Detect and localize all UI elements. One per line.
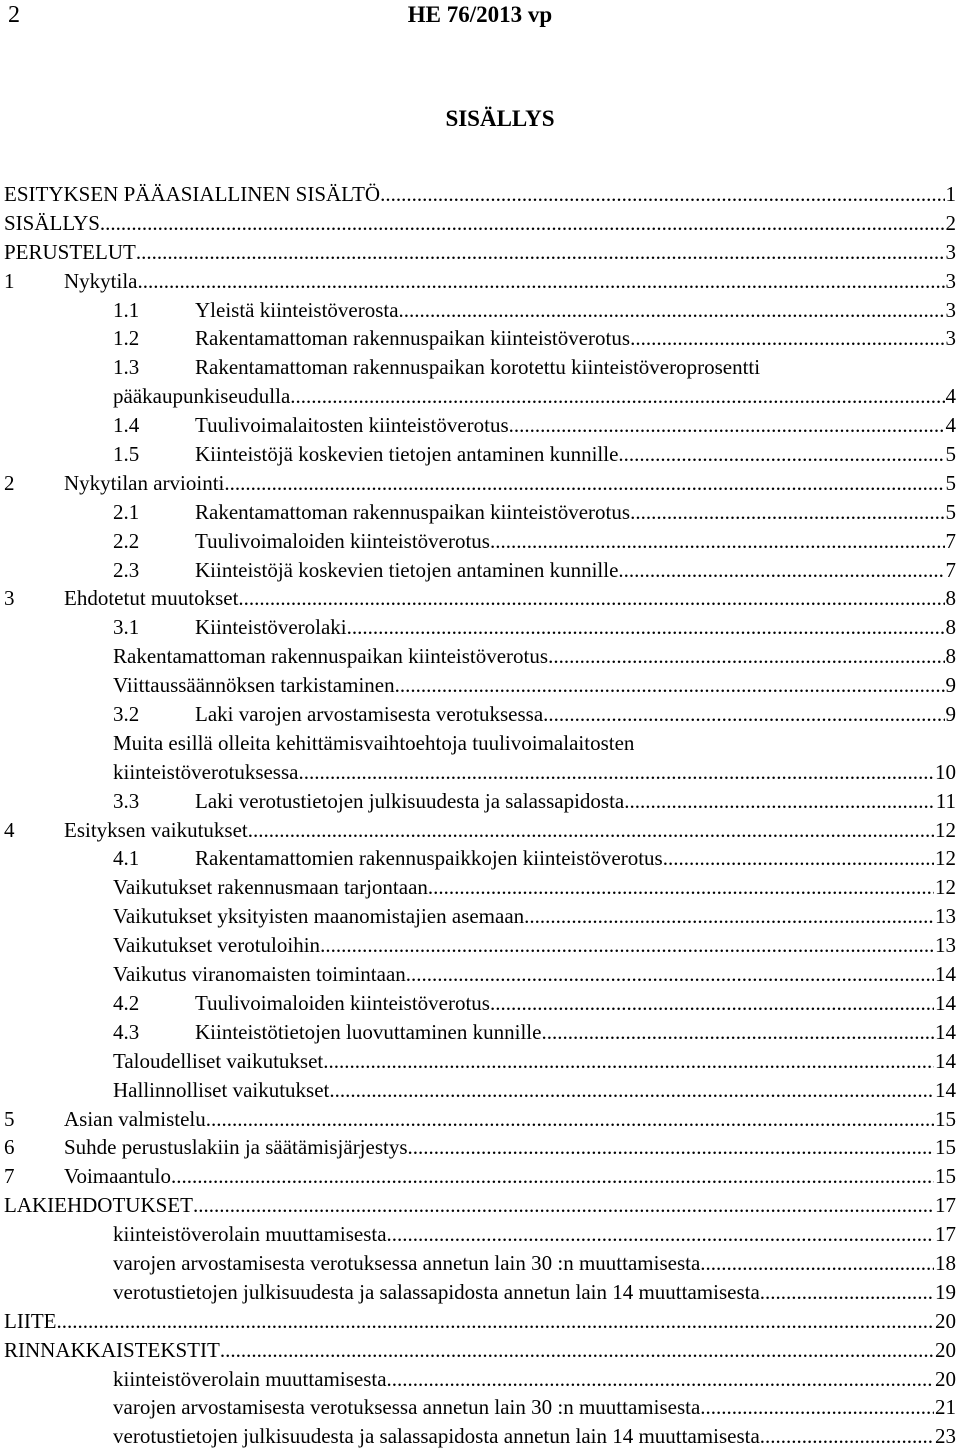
dot-leader (298, 758, 934, 787)
toc-entry-number: 1.4 (113, 413, 140, 438)
toc-entry-number: 1.2 (113, 326, 140, 351)
dot-leader (399, 296, 945, 325)
toc-entry[interactable] (0, 844, 960, 873)
toc-entry-title: RINNAKKAISTEKSTIT (4, 1337, 220, 1362)
toc-entry-number: 4 (4, 817, 15, 842)
toc-entry-number: 4.2 (113, 990, 140, 1015)
toc-entry-page: 20 (935, 1308, 956, 1333)
toc-entry-number: 3.2 (113, 702, 140, 727)
toc-entry[interactable] (0, 902, 960, 931)
toc-entry-page: 7 (945, 557, 956, 582)
toc-entry-title: Suhde perustuslakiin ja säätämisjärjestys (64, 1135, 408, 1160)
toc-entry-number: 1.5 (113, 442, 140, 467)
toc-entry-title: Kiinteistötietojen luovuttaminen kunnille (195, 1019, 542, 1044)
dot-leader (408, 1133, 934, 1162)
dot-leader (248, 816, 934, 845)
toc-entry-page: 20 (935, 1337, 956, 1362)
toc-entry[interactable] (0, 1307, 960, 1336)
dot-leader (171, 1162, 934, 1191)
toc-entry-number: 3.1 (113, 615, 140, 640)
dot-leader (543, 700, 944, 729)
toc-entry[interactable] (0, 1018, 960, 1047)
toc-entry-page: 14 (935, 1019, 956, 1044)
toc-entry-title: pääkaupunkiseudulla (113, 384, 291, 409)
toc-entry-number: 1.1 (113, 297, 140, 322)
toc-entry-title: Kiinteistöjä koskevien tietojen antaminen kunnille (195, 557, 619, 582)
toc-entry[interactable] (0, 584, 960, 613)
dot-leader (323, 1047, 934, 1076)
toc-entry-page: 5 (945, 499, 956, 524)
toc-entry-page: 15 (935, 1135, 956, 1160)
toc-entry-title: LIITE (4, 1308, 57, 1333)
toc-entry[interactable] (0, 1220, 960, 1249)
toc-entry[interactable] (0, 527, 960, 556)
toc-entry-title: varojen arvostamisesta verotuksessa annetun lain 30 :n muuttamisesta (113, 1250, 701, 1275)
toc-entry-page: 5 (945, 470, 956, 495)
toc-entry-number: 3.3 (113, 788, 140, 813)
dot-leader (541, 1018, 934, 1047)
toc-entry-title: Yleistä kiinteistöverosta (195, 297, 399, 322)
toc-entry-number: 1.3 (113, 355, 140, 380)
toc-entry-page: 15 (935, 1164, 956, 1189)
toc-entry-title: Rakentamattoman rakennuspaikan kiinteistöverotus (195, 326, 631, 351)
toc-entry-title: Rakentamattoman rakennuspaikan kiinteistöverotus (113, 644, 549, 669)
toc-entry-page: 4 (945, 413, 956, 438)
dot-leader (630, 498, 944, 527)
toc-entry-title: kiinteistöverolain muuttamisesta (113, 1366, 387, 1391)
dot-leader (760, 1422, 934, 1451)
toc-entry-page: 12 (935, 875, 956, 900)
toc-entry-page: 13 (935, 904, 956, 929)
toc-entry-title: Vaikutukset yksityisten maanomistajien asemaan (113, 904, 525, 929)
toc-entry-title: verotustietojen julkisuudesta ja salassapidosta annetun lain 14 muuttamisesta (113, 1424, 760, 1449)
toc-entry-title: Tuulivoimaloiden kiinteistöverotus (195, 990, 490, 1015)
toc-entry-page: 14 (935, 1048, 956, 1073)
dot-leader (193, 1191, 934, 1220)
toc-entry[interactable] (0, 671, 960, 700)
dot-leader (387, 1220, 934, 1249)
toc-entry[interactable] (0, 1191, 960, 1220)
dot-leader (509, 411, 945, 440)
toc-entry-title: Vaikutukset rakennusmaan tarjontaan (113, 875, 428, 900)
toc-entry-title: Vaikutukset verotuloihin (113, 933, 321, 958)
toc-entry-title: Muita esillä olleita kehittämisvaihtoehtoja tuulivoimalaitosten (113, 730, 635, 755)
toc-entry-number: 3 (4, 586, 15, 611)
toc-entry-page: 12 (935, 846, 956, 871)
toc-entry[interactable] (0, 1278, 960, 1307)
dot-leader (138, 267, 945, 296)
toc-entry-title: Laki varojen arvostamisesta verotuksessa (195, 702, 544, 727)
toc-entry[interactable] (0, 758, 960, 787)
dot-leader (700, 1249, 934, 1278)
toc-entry-title: Hallinnolliset vaikutukset (113, 1077, 330, 1102)
toc-entry[interactable] (0, 1047, 960, 1076)
toc-entry-number: 2.3 (113, 557, 140, 582)
dot-leader (320, 931, 934, 960)
toc-entry[interactable] (0, 873, 960, 902)
dot-leader (387, 1365, 934, 1394)
toc-entry-title: Kiinteistöverolaki (195, 615, 347, 640)
dot-leader (224, 469, 944, 498)
dot-leader (100, 209, 945, 238)
toc-entry-page: 5 (945, 442, 956, 467)
dot-leader (700, 1393, 934, 1422)
toc-entry[interactable] (0, 642, 960, 671)
toc-entry[interactable] (0, 1076, 960, 1105)
toc-entry-page: 1 (945, 182, 956, 206)
toc-entry-page: 17 (935, 1193, 956, 1218)
toc-entry[interactable] (0, 613, 960, 642)
toc-entry-page: 3 (945, 326, 956, 351)
toc-entry[interactable] (0, 469, 960, 498)
toc-entry-title: Kiinteistöjä koskevien tietojen antaminen kunnille (195, 442, 619, 467)
toc-entry[interactable] (0, 1249, 960, 1278)
dot-leader (663, 844, 934, 873)
toc-entry-page: 10 (935, 759, 956, 784)
toc-entry-page: 21 (935, 1395, 956, 1420)
toc-entry-title: ESITYKSEN PÄÄASIALLINEN SISÄLTÖ (4, 182, 381, 206)
toc-entry-page: 8 (945, 615, 956, 640)
dot-leader (395, 671, 945, 700)
toc-entry-title: SISÄLLYS (4, 210, 100, 235)
dot-leader (238, 584, 944, 613)
dot-leader (490, 527, 945, 556)
toc-entry-title: Vaikutus viranomaisten toimintaan (113, 962, 406, 987)
dot-leader (490, 989, 934, 1018)
toc-entry[interactable] (0, 1133, 960, 1162)
toc-entry-page: 18 (935, 1250, 956, 1275)
toc-entry-number: 7 (4, 1164, 15, 1189)
toc-entry[interactable] (0, 1105, 960, 1134)
dot-leader (618, 556, 944, 585)
document-id: HE 76/2013 vp (407, 2, 553, 27)
toc-entry-title: Taloudelliset vaikutukset (113, 1048, 324, 1073)
toc-entry-title: varojen arvostamisesta verotuksessa annetun lain 30 :n muuttamisesta (113, 1395, 701, 1420)
toc-entry-page: 20 (935, 1366, 956, 1391)
toc-entry-page: 19 (935, 1279, 956, 1304)
toc-entry-title: Rakentamattoman rakennuspaikan kiinteistöverotus (195, 499, 631, 524)
toc-entry[interactable] (0, 1336, 960, 1365)
toc-entry[interactable] (0, 1162, 960, 1191)
toc-entry-page: 9 (945, 673, 956, 698)
toc-entry-number: 2.1 (113, 499, 140, 524)
toc-entry[interactable] (0, 296, 960, 325)
toc-entry-title: Rakentamattoman rakennuspaikan korotettu kiinteistöveroprosentti (195, 355, 761, 380)
dot-leader (548, 642, 944, 671)
toc-entry-title: Esityksen vaikutukset (64, 817, 248, 842)
toc-entry-page: 15 (935, 1106, 956, 1131)
toc-entry-title: verotustietojen julkisuudesta ja salassapidosta annetun lain 14 muuttamisesta (113, 1279, 760, 1304)
toc-entry[interactable] (0, 324, 960, 353)
dot-leader (56, 1307, 934, 1336)
toc-entry-title: Asian valmistelu (64, 1106, 206, 1131)
toc-entry-page: 23 (935, 1424, 956, 1449)
toc-entry-number: 5 (4, 1106, 15, 1131)
toc-entry-page: 11 (935, 788, 956, 813)
toc-entry-title: Viittaussäännöksen tarkistaminen (113, 673, 395, 698)
toc-entry-page: 17 (935, 1222, 956, 1247)
toc-entry-page: 13 (935, 933, 956, 958)
toc-entry[interactable] (0, 440, 960, 469)
toc-entry-page: 2 (945, 210, 956, 235)
toc-entry-page: 8 (945, 644, 956, 669)
toc-entry-number: 4.3 (113, 1019, 140, 1044)
toc-entry[interactable] (0, 209, 960, 238)
toc-entry-title: Tuulivoimaloiden kiinteistöverotus (195, 528, 490, 553)
toc-entry[interactable] (0, 787, 960, 816)
toc-entry[interactable] (0, 989, 960, 1018)
toc-entry-title: kiinteistöverolain muuttamisesta (113, 1222, 387, 1247)
dot-leader (380, 180, 944, 209)
toc-entry-page: 4 (945, 384, 956, 409)
toc-entry-title: Nykytilan arviointi (64, 470, 225, 495)
dot-leader (630, 324, 944, 353)
toc-entry-number: 1 (4, 268, 15, 293)
toc-entry[interactable] (0, 1393, 960, 1422)
toc-entry-page: 8 (945, 586, 956, 611)
toc-entry[interactable] (0, 267, 960, 296)
toc-entry[interactable] (0, 960, 960, 989)
toc-entry-page: 7 (945, 528, 956, 553)
dot-leader (406, 960, 934, 989)
toc-entry[interactable] (0, 353, 960, 382)
toc-entry[interactable] (0, 1365, 960, 1394)
toc-entry-page: 3 (945, 268, 956, 293)
toc-entry-title: Ehdotetut muutokset (64, 586, 239, 611)
toc-entry[interactable] (0, 180, 960, 209)
toc-entry-page: 14 (935, 962, 956, 987)
toc-entry-page: 14 (935, 990, 956, 1015)
toc-entry[interactable] (0, 382, 960, 411)
dot-leader (618, 440, 944, 469)
toc-entry-title: Voimaantulo (64, 1164, 171, 1189)
toc-entry[interactable] (0, 238, 960, 267)
dot-leader (428, 873, 934, 902)
dot-leader (624, 787, 935, 816)
toc-entry-title: Rakentamattomien rakennuspaikkojen kiinteistöverotus (195, 846, 663, 871)
toc-entry[interactable] (0, 816, 960, 845)
dot-leader (290, 382, 944, 411)
toc-entry[interactable] (0, 411, 960, 440)
toc-entry[interactable] (0, 729, 960, 758)
dot-leader (136, 238, 945, 267)
toc-entry[interactable] (0, 931, 960, 960)
dot-leader (220, 1336, 934, 1365)
dot-leader (347, 613, 945, 642)
toc-entry-page: 9 (945, 702, 956, 727)
toc-heading: SISÄLLYS (445, 106, 555, 131)
toc-entry-page: 3 (945, 297, 956, 322)
dot-leader (206, 1105, 934, 1134)
toc-entry-page: 14 (935, 1077, 956, 1102)
toc-entry-title: LAKIEHDOTUKSET (4, 1193, 193, 1218)
toc-entry-title: Laki verotustietojen julkisuudesta ja salassapidosta (195, 788, 625, 813)
toc-entry-title: Nykytila (64, 268, 138, 293)
table-of-contents (0, 180, 960, 1451)
page-number: 2 (8, 2, 20, 28)
toc-entry-number: 4.1 (113, 846, 140, 871)
toc-entry-title: kiinteistöverotuksessa (113, 759, 299, 784)
toc-entry-number: 6 (4, 1135, 15, 1160)
dot-leader (524, 902, 934, 931)
toc-entry-title: PERUSTELUT (4, 239, 136, 264)
toc-entry[interactable] (0, 498, 960, 527)
toc-entry-number: 2.2 (113, 528, 140, 553)
toc-entry[interactable] (0, 1422, 960, 1451)
toc-entry-page: 12 (935, 817, 956, 842)
toc-entry[interactable] (0, 556, 960, 585)
dot-leader (760, 1278, 934, 1307)
toc-entry-title: Tuulivoimalaitosten kiinteistöverotus (195, 413, 509, 438)
toc-entry[interactable] (0, 700, 960, 729)
toc-entry-number: 2 (4, 470, 15, 495)
dot-leader (329, 1076, 934, 1105)
toc-entry-page: 3 (945, 239, 956, 264)
